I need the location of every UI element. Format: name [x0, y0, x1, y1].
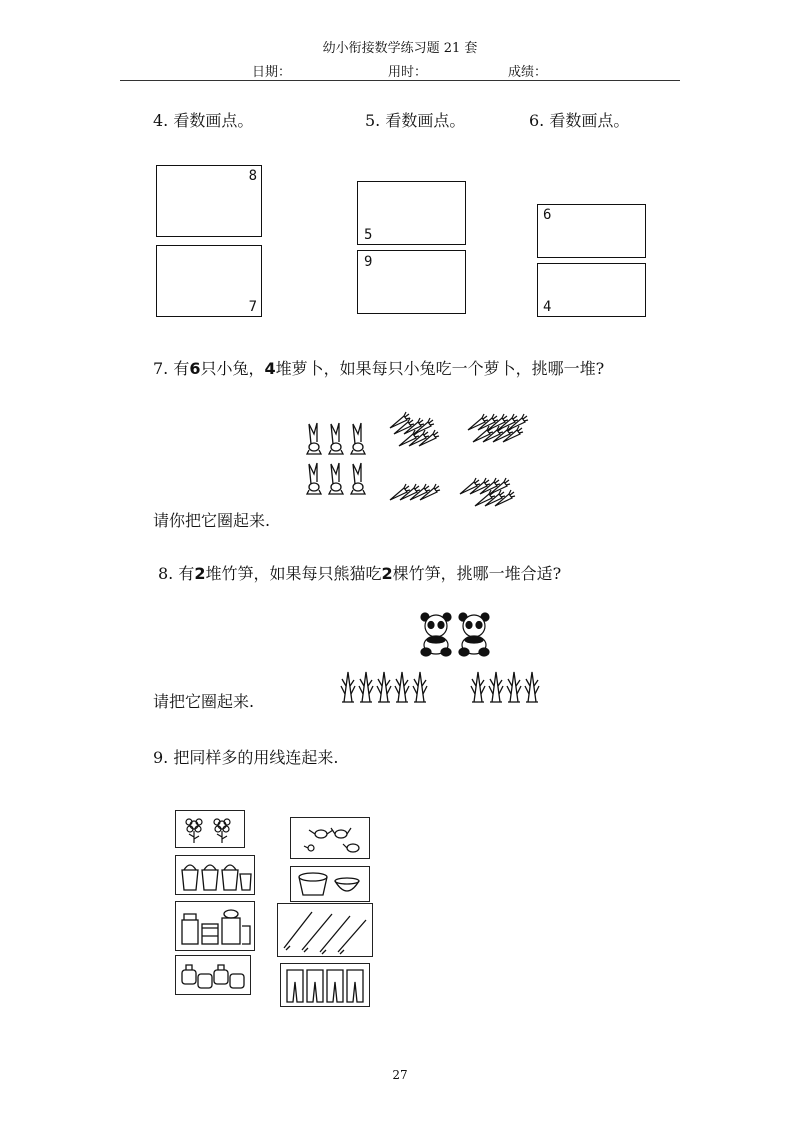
- jar-icon: [180, 906, 252, 948]
- match-left-pots[interactable]: [175, 955, 251, 995]
- q7-instruction: 请你把它圈起来.: [153, 511, 271, 530]
- pot-icon: [180, 960, 248, 992]
- q8-pile-count: 2: [194, 564, 206, 583]
- q5-top-number: 5: [364, 227, 373, 243]
- q8-mid: 堆竹笋，如果每只熊猫吃: [205, 564, 382, 583]
- q4-top-number: 8: [248, 168, 257, 184]
- pants-icon: [285, 968, 367, 1004]
- match-right-bugs[interactable]: [290, 817, 370, 859]
- match-left-jars[interactable]: [175, 901, 255, 951]
- q6-top-number: 6: [543, 207, 552, 223]
- q6-title: 6. 看数画点。: [529, 111, 630, 130]
- rabbits-illustration: [305, 420, 383, 500]
- document-title: 幼小衔接数学练习题 21 套: [322, 41, 478, 56]
- date-label: 日期：: [252, 65, 292, 80]
- match-left-pails[interactable]: [175, 855, 255, 895]
- q7-pile-count: 4: [264, 359, 276, 378]
- q4-top-box[interactable]: [156, 165, 262, 237]
- match-right-bowls[interactable]: [290, 866, 370, 902]
- q4-bottom-box[interactable]: [156, 245, 262, 317]
- q4-title: 4. 看数画点。: [153, 111, 254, 130]
- header-divider: [120, 80, 680, 81]
- q7-mid: 只小兔，: [200, 359, 265, 378]
- score-label: 成绩：: [508, 65, 548, 80]
- pail-icon: [180, 860, 252, 892]
- bamboo-shoots-illustration: [340, 668, 550, 708]
- q5-top-box[interactable]: [357, 181, 466, 245]
- q6-top-box[interactable]: [537, 204, 646, 258]
- q7-rabbit-count: 6: [189, 359, 201, 378]
- q6-bottom-box[interactable]: [537, 263, 646, 317]
- match-right-brushes[interactable]: [277, 903, 373, 957]
- q7-suffix: 堆萝卜，如果每只小兔吃一个萝卜，挑哪一堆?: [275, 359, 605, 378]
- q8-prefix: 8. 有: [158, 564, 195, 583]
- time-label: 用时：: [388, 65, 428, 80]
- q8-bamboo-count: 2: [381, 564, 393, 583]
- pandas-illustration: [420, 612, 500, 662]
- page-number: 27: [392, 1068, 408, 1082]
- match-right-pants[interactable]: [280, 963, 370, 1007]
- q4-bottom-number: 7: [248, 299, 257, 315]
- bowl-icon: [295, 871, 367, 899]
- q9-title: 9. 把同样多的用线连起来.: [153, 748, 339, 767]
- q8-question: [158, 561, 561, 584]
- flower-icon: [182, 815, 242, 845]
- q7-prefix: 7. 有: [153, 359, 190, 378]
- q5-bottom-box[interactable]: [357, 250, 466, 314]
- q7-question: [153, 356, 604, 379]
- q8-suffix: 棵竹笋，挑哪一堆合适?: [392, 564, 562, 583]
- bug-icon: [295, 822, 367, 856]
- brush-icon: [282, 908, 370, 954]
- match-left-flowers[interactable]: [175, 810, 245, 848]
- carrot-piles-illustration: [390, 412, 550, 512]
- q5-title: 5. 看数画点。: [365, 111, 466, 130]
- q5-bottom-number: 9: [364, 254, 373, 270]
- q8-instruction: 请把它圈起来.: [153, 692, 255, 711]
- q6-bottom-number: 4: [543, 299, 552, 315]
